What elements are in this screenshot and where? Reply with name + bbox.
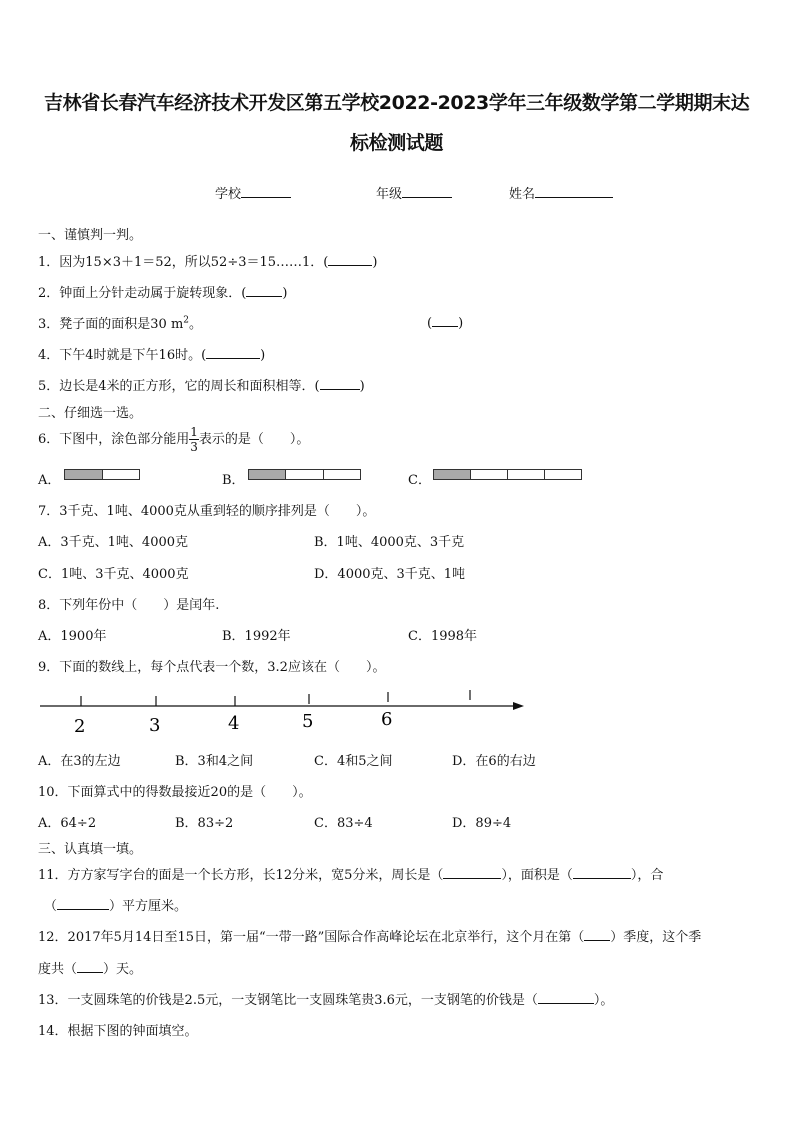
option-8a[interactable]: A．1900年 (38, 629, 107, 644)
section3-heading: 三、认真填一填。 (38, 842, 143, 857)
answer-blank-13[interactable] (538, 990, 594, 1004)
question-1-text: 1．因为15×3＋1＝52，所以52÷3＝15……1．( (38, 255, 329, 270)
question-6-tail: 表示的是（ ）。 (198, 432, 310, 447)
question-5-text: 5．边长是4米的正方形，它的周长和面积相等．( (38, 379, 320, 394)
answer-blank-12a[interactable] (584, 927, 610, 941)
tick-label-5: 5 (302, 711, 314, 732)
option-6c[interactable]: C． (408, 473, 431, 488)
answer-blank-3[interactable] (432, 313, 458, 327)
blank-cell (471, 470, 508, 479)
question-13 (38, 989, 613, 1008)
tick-label-2: 2 (74, 716, 86, 737)
grade-blank[interactable] (402, 184, 452, 198)
question-11-text-b: ），面积是（ (501, 868, 573, 883)
option-10a[interactable]: A．64÷2 (38, 816, 97, 831)
name-field[interactable] (509, 183, 613, 202)
fraction-bar-b (248, 469, 361, 480)
question-11-text: 11．方方家写字台的面是一个长方形，长12分米，宽5分米，周长是（ (38, 868, 444, 883)
answer-blank-2[interactable] (246, 283, 282, 297)
option-7b[interactable]: B．1吨、4000克、3千克 (314, 535, 465, 550)
question-2 (38, 282, 287, 301)
question-10: 10．下面算式中的得数最接近20的是（ ）。 (38, 785, 312, 800)
fraction-numerator: 1 (190, 425, 198, 439)
shaded-cell (434, 470, 471, 479)
answer-blank-5[interactable] (320, 376, 360, 390)
question-4-text: 4．下午4时就是下午16时。( (38, 348, 207, 363)
fraction-denominator: 3 (190, 440, 198, 454)
question-11-line1 (38, 864, 663, 883)
answer-blank-12b[interactable] (77, 959, 103, 973)
option-9c[interactable]: C．4和5之间 (314, 754, 393, 769)
option-7c[interactable]: C．1吨、3千克、4000克 (38, 567, 189, 582)
question-7: 7．3千克、1吨、4000克从重到轻的顺序排列是（ ）。 (38, 504, 376, 519)
question-3-answer (427, 313, 463, 331)
number-line (36, 686, 531, 738)
option-10b[interactable]: B．83÷2 (175, 816, 234, 831)
page-title-line2: 标检测试题 (350, 132, 444, 154)
question-2-text: 2．钟面上分针走动属于旋转现象．( (38, 286, 247, 301)
school-field[interactable] (215, 183, 291, 202)
option-10c[interactable]: C．83÷4 (314, 816, 373, 831)
option-9d[interactable]: D．在6的右边 (452, 754, 536, 769)
question-1 (38, 251, 377, 270)
answer-blank-11a[interactable] (443, 865, 501, 879)
fraction-bar-a (64, 469, 140, 480)
question-11-text-c: ），合 (630, 868, 664, 883)
blank-cell (324, 470, 360, 479)
question-3-text: 3．凳子面的面积是30 m (38, 317, 184, 332)
option-9a[interactable]: A．在3的左边 (38, 754, 121, 769)
school-blank[interactable] (241, 184, 291, 198)
question-5-paren: ) (359, 379, 365, 394)
question-6 (38, 425, 309, 454)
option-6b[interactable]: B． (222, 473, 245, 488)
question-3-exponent: 2 (183, 315, 190, 326)
option-10d[interactable]: D．89÷4 (452, 816, 512, 831)
answer-blank-4[interactable] (206, 345, 260, 359)
question-8: 8．下列年份中（ ）是闰年. (38, 598, 220, 613)
question-13-text: 13．一支圆珠笔的价钱是2.5元，一支钢笔比一支圆珠笔贵3.6元，一支钢笔的价钱是（ (38, 993, 538, 1008)
section1-heading: 一、谨慎判一判。 (38, 228, 143, 243)
option-8b[interactable]: B．1992年 (222, 629, 291, 644)
question-11-paren: （ (44, 899, 58, 914)
question-3-end: 。 (189, 317, 203, 332)
question-14: 14．根据下图的钟面填空。 (38, 1024, 198, 1039)
fraction-one-third (189, 425, 199, 454)
question-1-paren: ) (372, 255, 378, 270)
name-label: 姓名 (509, 187, 536, 202)
blank-cell (508, 470, 545, 479)
fraction-bar-c (433, 469, 582, 480)
question-12-line1 (38, 926, 701, 945)
shaded-cell (249, 470, 286, 479)
option-7d[interactable]: D．4000克、3千克、1吨 (314, 567, 466, 582)
name-blank[interactable] (535, 184, 613, 198)
question-12-line2 (38, 958, 142, 977)
grade-label: 年级 (376, 187, 403, 202)
shaded-cell (65, 470, 103, 479)
question-3-paren-open: ( (427, 316, 433, 331)
question-2-paren: ) (282, 286, 288, 301)
question-11-line2 (44, 895, 187, 914)
question-11-text-e: ）平方厘米。 (109, 899, 188, 914)
answer-blank-11b[interactable] (573, 865, 631, 879)
option-8c[interactable]: C．1998年 (408, 629, 478, 644)
grade-field[interactable] (376, 183, 452, 202)
option-6a[interactable]: A． (38, 473, 61, 488)
option-7a[interactable]: A．3千克、1吨、4000克 (38, 535, 189, 550)
blank-cell (545, 470, 581, 479)
school-label: 学校 (215, 187, 242, 202)
question-13-text-b: ）。 (593, 993, 614, 1008)
question-4 (38, 344, 265, 363)
question-12-text-b: ）季度，这个季 (610, 930, 702, 945)
section2-heading: 二、仔细选一选。 (38, 406, 143, 421)
question-6-text: 6．下图中，涂色部分能用 (38, 432, 190, 447)
question-3-paren-close: ) (458, 316, 464, 331)
answer-blank-1[interactable] (328, 252, 372, 266)
tick-label-3: 3 (149, 715, 161, 736)
tick-label-6: 6 (381, 709, 393, 730)
question-12-text-c: 度共（ (38, 962, 78, 977)
question-4-paren: ) (260, 348, 266, 363)
question-3 (38, 313, 202, 332)
answer-blank-11c[interactable] (57, 896, 109, 910)
question-9: 9．下面的数线上，每个点代表一个数，3.2应该在（ ）。 (38, 660, 386, 675)
tick-label-4: 4 (228, 713, 240, 734)
question-12-text-d: ）天。 (103, 962, 143, 977)
page-title-line1: 吉林省长春汽车经济技术开发区第五学校2022-2023学年三年级数学第二学期期末达 (44, 92, 750, 114)
question-12-text: 12．2017年5月14日至15日，第一届“一带一路”国际合作高峰论坛在北京举行，这个月在第（ (38, 930, 585, 945)
blank-cell (103, 470, 140, 479)
number-line-arrow-icon (513, 702, 524, 710)
option-9b[interactable]: B．3和4之间 (175, 754, 254, 769)
question-5 (38, 375, 365, 394)
blank-cell (286, 470, 323, 479)
